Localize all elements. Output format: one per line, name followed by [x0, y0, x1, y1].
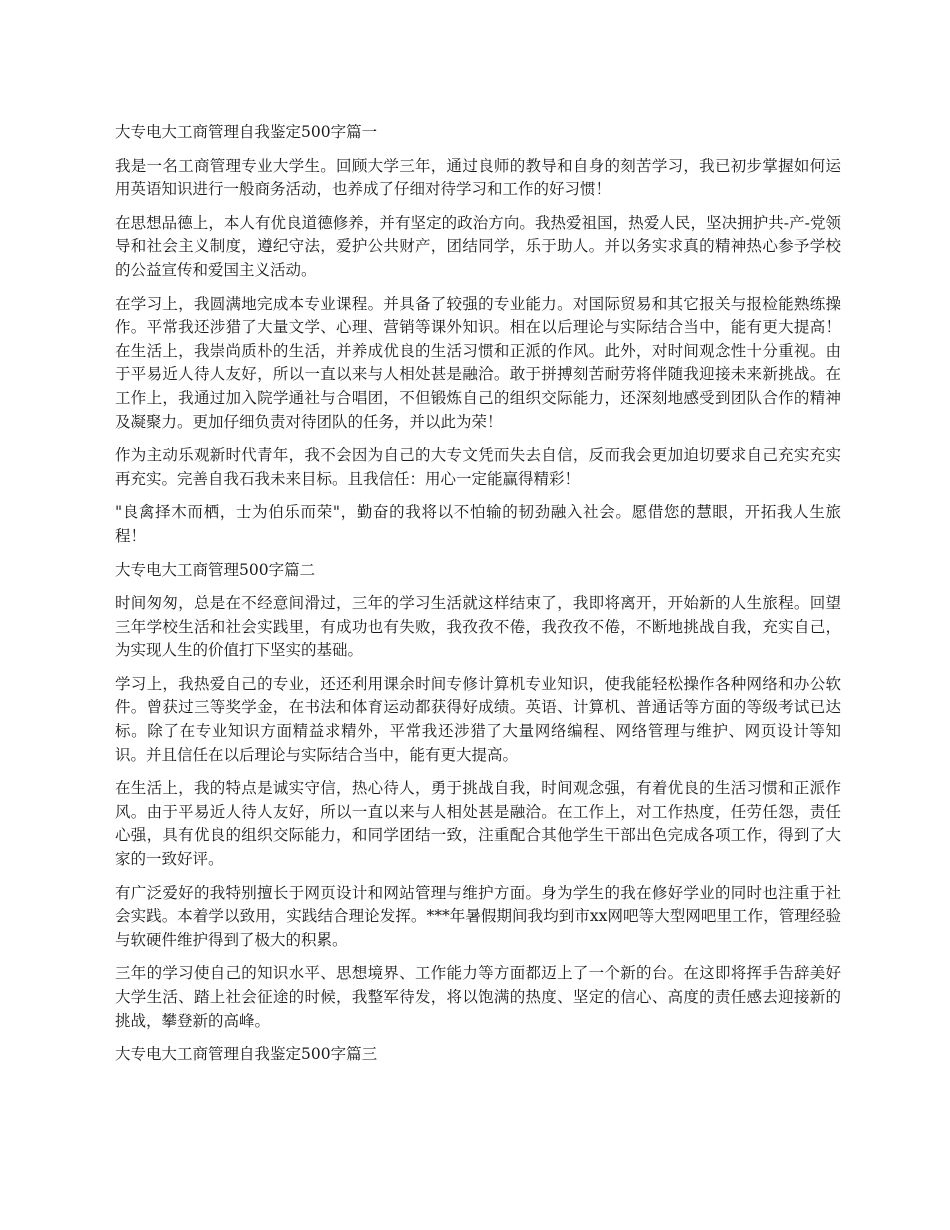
paragraph: 时间匆匆，总是在不经意间滑过，三年的学习生活就这样结束了，我即将离开，开始新的人生旅程。回望三年学校生活和社会实践里，有成功也有失败，我孜孜不倦，我孜孜不倦，不断地挑战自我，充实自己，为实现人生的价值打下坚实的基础。	[115, 594, 841, 660]
paragraph: 在思想品德上，本人有优良道德修养，并有坚定的政治方向。我热爱祖国，热爱人民，坚决拥护共-产-党领导和社会主义制度，遵纪守法，爱护公共财产，团结同学，乐于助人。并以务实求真的精神热心参予学校的公益宣传和爱国主义活动。	[115, 213, 841, 279]
paragraph: 作为主动乐观新时代青年，我不会因为自己的大专文凭而失去自信，反而我会更加迫切要求自己充实充实再充实。完善自我石我未来目标。且我信任：用心一定能赢得精彩！	[115, 446, 841, 488]
paragraph: 三年的学习使自己的知识水平、思想境界、工作能力等方面都迈上了一个新的台。在这即将挥手告辞美好大学生活、踏上社会征途的时候，我整军待发，将以饱满的热度、坚定的信心、高度的责任感去迎接新的挑战，攀登新的高峰。	[115, 964, 841, 1030]
paragraph: "良禽择木而栖，士为伯乐而荣"，勤奋的我将以不怕输的韧劲融入社会。愿借您的慧眼，开拓我人生旅程！	[115, 503, 841, 545]
paragraph: 在学习上，我圆满地完成本专业课程。并具备了较强的专业能力。对国际贸易和其它报关与报检能熟练操作。平常我还涉猎了大量文学、心理、营销等课外知识。相在以后理论与实际结合当中，能有更大提高！在生活上，我崇尚质朴的生活，并养成优良的生活习惯和正派的作风。此外，对时间观念性十分重视。由于平易近人待人友好，所以一直以来与人相处甚是融洽。敢于拼搏刻苦耐劳将伴随我迎接未来新挑战。在工作上，我通过加入院学通社与合唱团，不但锻炼自己的组织交际能力，还深刻地感受到团队合作的精神及凝聚力。更加仔细负责对待团队的任务，并以此为荣！	[115, 294, 841, 431]
paragraph: 学习上，我热爱自己的专业，还还利用课余时间专修计算机专业知识，使我能轻松操作各种网络和办公软件。曾获过三等奖学金，在书法和体育运动都获得好成绩。英语、计算机、普通话等方面的等级考试已达标。除了在专业知识方面精益求精外，平常我还涉猎了大量网络编程、网络管理与维护、网页设计等知识。并且信任在以后理论与实际结合当中，能有更大提高。	[115, 674, 841, 764]
paragraph: 在生活上，我的特点是诚实守信，热心待人，勇于挑战自我，时间观念强，有着优良的生活习惯和正派作风。由于平易近人待人友好，所以一直以来与人相处甚是融洽。在工作上，对工作热度，任劳任怨，责任心强，具有优良的组织交际能力，和同学团结一致，注重配合其他学生干部出色完成各项工作，得到了大家的一致好评。	[115, 779, 841, 869]
section-heading-1: 大专电大工商管理自我鉴定500字篇一	[115, 123, 378, 141]
section-heading-2: 大专电大工商管理500字篇二	[115, 560, 316, 579]
paragraph: 有广泛爱好的我特别擅长于网页设计和网站管理与维护方面。身为学生的我在修好学业的同时也注重于社会实践。本着学以致用，实践结合理论发挥。***年暑假期间我均到市xx网吧等大型网吧里工作，管理经验与软硬件维护得到了极大的积累。	[115, 883, 841, 949]
document-page	[115, 121, 841, 1077]
section-heading-3: 大专电大工商管理自我鉴定500字篇三	[115, 1045, 378, 1064]
paragraph: 我是一名工商管理专业大学生。回顾大学三年，通过良师的教导和自身的刻苦学习，我已初步掌握如何运用英语知识进行一般商务活动，也养成了仔细对待学习和工作的好习惯！	[115, 156, 841, 199]
